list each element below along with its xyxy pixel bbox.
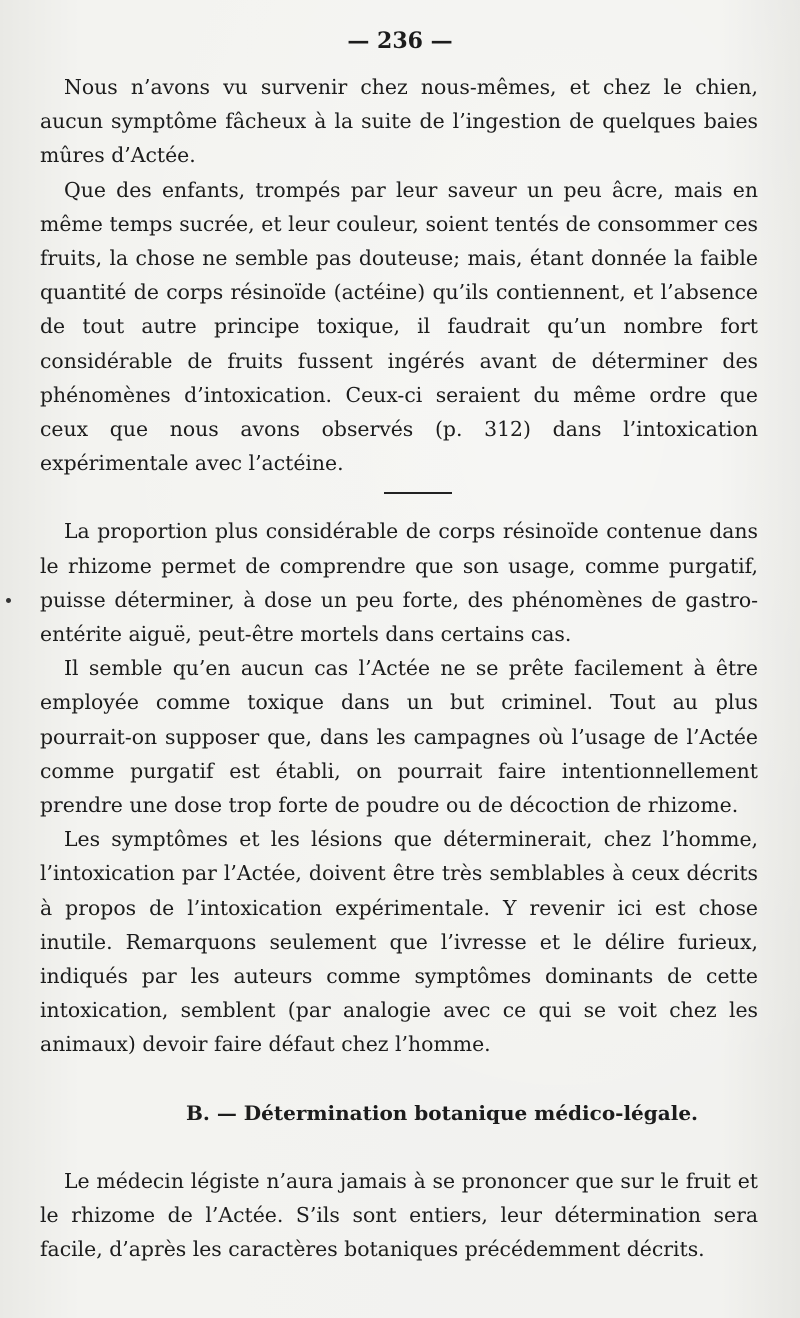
paragraph: Le médecin légiste n’aura jamais à se prononcer que sur le fruit et le rhizome de l’Actée. S’ils sont entiers, leur détermination sera facile, d’après les caractères botaniques précédemment décrits. bbox=[40, 1168, 758, 1262]
paragraph: Que des enfants, trompés par leur saveur un peu âcre, mais en même temps sucrée, et leur couleur, soient tentés de consommer ces fruits, la chose ne semble pas douteuse; mais, étant donnée la faible quantité de corps résinoïde (actéine) qu’ils contiennent, et l’absence de tout autre principe toxique, il faudrait qu’un nombre fort considérable de fruits fussent ingérés avant de déterminer des phénomènes d’intoxication. Ceux-ci seraient du même ordre que ceux que nous avons observés (p. 312) dans l’intoxication expérimentale avec l’actéine. bbox=[40, 177, 758, 476]
section-separator bbox=[40, 480, 758, 514]
paragraph: Il semble qu’en aucun cas l’Actée ne se prête facilement à être employée comme toxique dans un but criminel. Tout au plus pourrait-on supposer que, dans les campagnes où l’usage de l’Actée comme purgatif est établi, on pourrait faire intentionnellement prendre une dose trop forte de poudre ou de décoction de rhizome. bbox=[40, 656, 758, 818]
spacer bbox=[40, 1062, 758, 1096]
section-heading: B. — Détermination botanique médico-légale. bbox=[186, 1100, 699, 1125]
paragraph: La proportion plus considérable de corps résinoïde contenue dans le rhizome permet de comprendre que son usage, comme purgatif, puisse déterminer, à dose un peu forte, des phénomènes de gastro-entérite aiguë, peut-être mortels dans certains cas. bbox=[40, 519, 758, 647]
paragraph: Les symptômes et les lésions que déterminerait, chez l’homme, l’intoxication par l’Actée, doivent être très semblables à ceux décrits à propos de l’intoxication expérimentale. Y revenir ici est chose inutile. Remarquons seulement que l’ivresse et le délire furieux, indiqués par les auteurs comme symptômes dominants de cette intoxication, semblent (par analogie avec ce qui se voit chez les animaux) devoir faire défaut chez l’homme. bbox=[40, 827, 758, 1057]
spacer bbox=[40, 1130, 758, 1164]
page-body bbox=[40, 70, 758, 1267]
page-number: — 236 — bbox=[347, 28, 453, 54]
paragraph: Nous n’avons vu survenir chez nous-mêmes, et chez le chien, aucun symptôme fâcheux à la suite de l’ingestion de quelques baies mûres d’Actée. bbox=[40, 75, 758, 168]
margin-dot bbox=[6, 598, 11, 603]
